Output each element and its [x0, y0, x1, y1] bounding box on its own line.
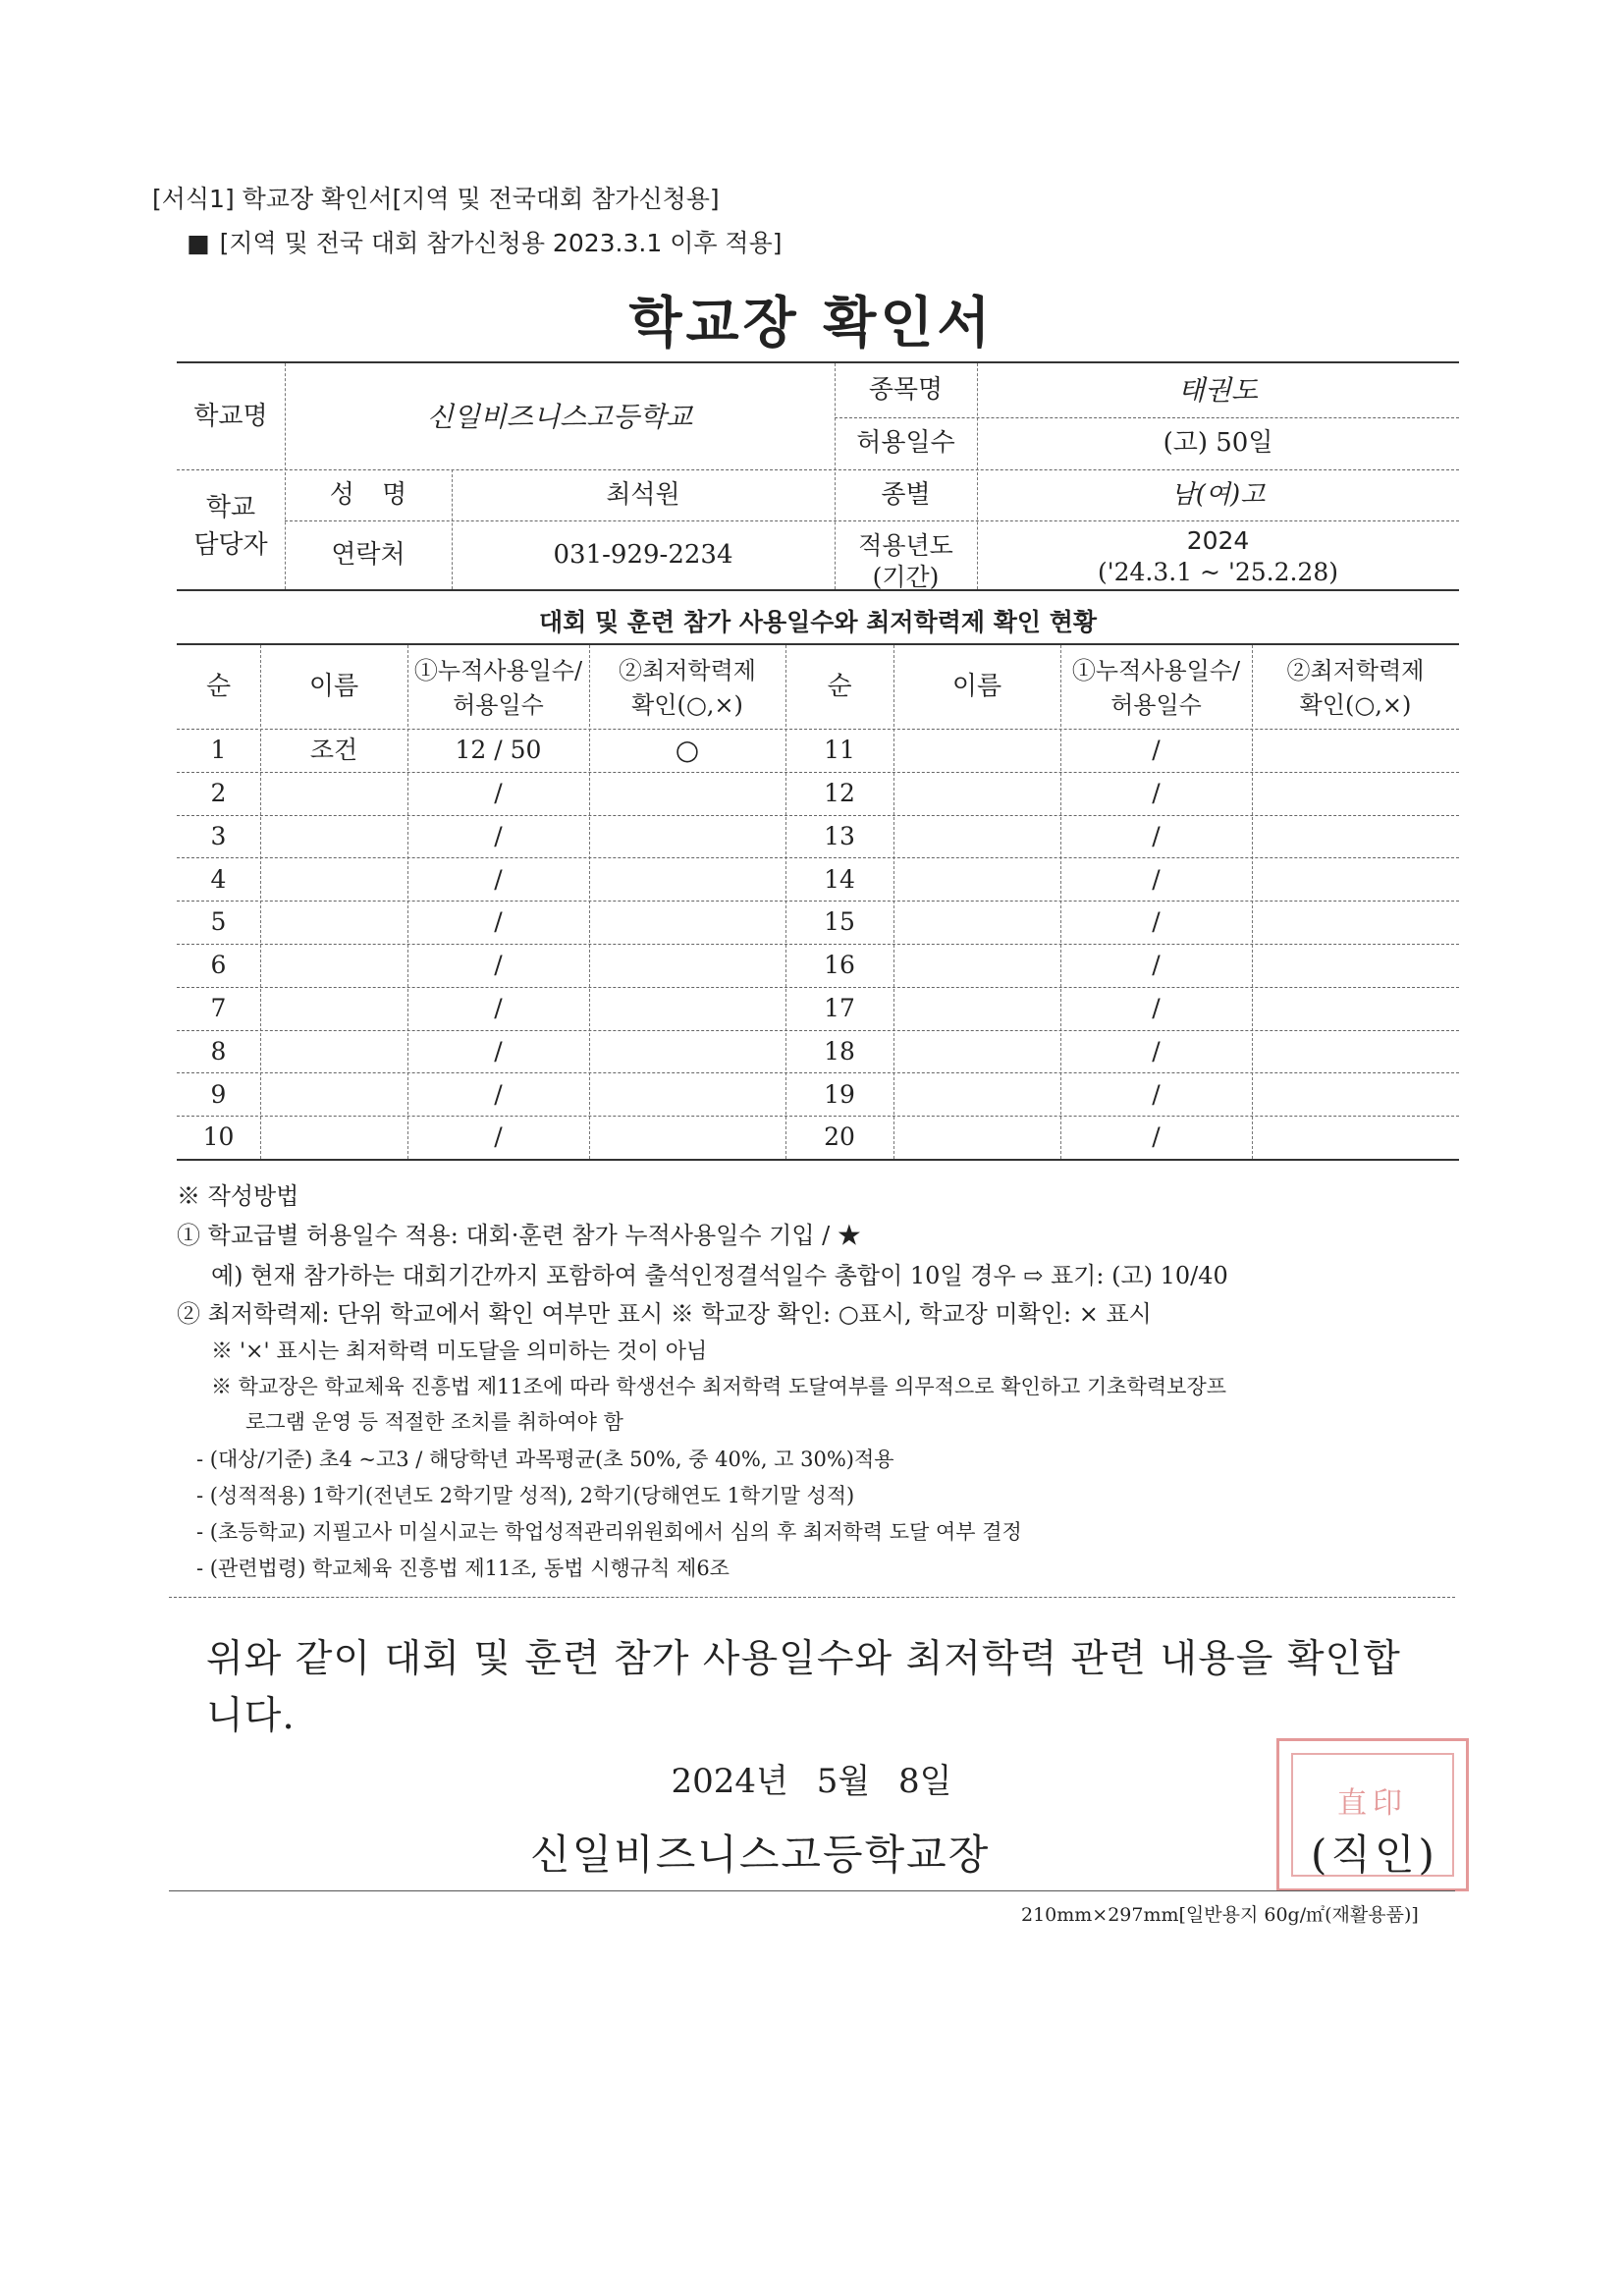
row-days: /	[494, 821, 503, 850]
contact-value: 031-929-2234	[553, 539, 733, 570]
row-check	[1252, 901, 1459, 944]
row-days: /	[1152, 994, 1161, 1023]
square-bullet-icon: ■	[187, 229, 210, 257]
row-check	[1252, 815, 1459, 858]
row-check	[1252, 1116, 1459, 1159]
row-number: 2	[210, 779, 227, 808]
note-item: ※ 학교장은 학교체육 진흥법 제11조에 따라 학생선수 최저학력 도달여부를 의무적으로 확인하고 기초학력보장프	[211, 1375, 1227, 1398]
row-days: /	[494, 864, 503, 894]
note-item: 로그램 운영 등 적절한 조치를 취하여야 함	[245, 1410, 623, 1434]
header-seq-right: 순	[827, 672, 852, 702]
row-name	[260, 857, 407, 901]
event-label: 종목명	[868, 375, 944, 406]
row-days: /	[494, 994, 503, 1023]
row-name	[893, 815, 1060, 858]
row-name	[260, 944, 407, 987]
row-number: 15	[824, 907, 855, 937]
row-days: /	[1152, 907, 1161, 937]
footer-rule	[169, 1890, 1455, 1891]
row-check	[1252, 857, 1459, 901]
row-days: /	[1152, 864, 1161, 894]
info-bottom-border	[177, 589, 1459, 591]
manager-label-1: 학교	[205, 493, 256, 522]
row-number: 4	[210, 864, 227, 894]
row-check	[1252, 1072, 1459, 1116]
subnote-line	[187, 224, 783, 259]
row-days: /	[1152, 736, 1161, 765]
row-check: ○	[675, 734, 700, 767]
note-item: ※ '×' 표시는 최저학력 미도달을 의미하는 것이 아님	[211, 1339, 708, 1364]
usage-table-bottom	[177, 1159, 1459, 1161]
row-name	[260, 987, 407, 1030]
signer-name: 신일비즈니스고등학교장	[530, 1831, 991, 1879]
row-name	[893, 772, 1060, 815]
row-name	[260, 772, 407, 815]
row-check	[589, 944, 785, 987]
row-name	[893, 1116, 1060, 1159]
document-title: 학교장 확인서	[628, 292, 995, 355]
row-number: 9	[210, 1079, 227, 1109]
header-days-left-2: 허용일수	[453, 691, 544, 719]
row-days: /	[494, 1122, 503, 1152]
row-check	[589, 857, 785, 901]
row-check	[589, 815, 785, 858]
row-number: 14	[824, 864, 855, 894]
manager-label-2: 담당자	[193, 530, 268, 560]
row-name	[893, 729, 1060, 772]
row-days: /	[494, 907, 503, 937]
issue-date: 2024년 5월 8일	[671, 1762, 952, 1801]
row-check	[589, 1116, 785, 1159]
days-value: (고) 50일	[1163, 428, 1273, 459]
header-check-left-2: 확인(○,×)	[631, 691, 743, 719]
school-label: 학교명	[193, 401, 268, 431]
confirmation-line-2: 니다.	[206, 1694, 296, 1738]
row-number: 13	[824, 821, 855, 850]
row-number: 18	[824, 1036, 855, 1066]
header-name-right: 이름	[951, 672, 1002, 702]
row-number: 5	[210, 907, 227, 937]
days-label: 허용일수	[856, 428, 955, 459]
row-check	[1252, 729, 1459, 772]
subnote-text: [지역 및 전국 대회 참가신청용 2023.3.1 이후 적용]	[219, 229, 783, 257]
header-name-left: 이름	[308, 672, 359, 702]
header-check-right-2: 확인(○,×)	[1299, 691, 1412, 719]
year-label-2: (기간)	[872, 563, 940, 591]
row-check	[589, 772, 785, 815]
row-days: /	[494, 1036, 503, 1066]
row-check	[589, 1072, 785, 1116]
row-check	[1252, 772, 1459, 815]
row-days: /	[1152, 1122, 1161, 1152]
note-item: - (초등학교) 지필고사 미실시교는 학업성적관리위원회에서 심의 후 최저학력 도달 여부 결정	[196, 1520, 1022, 1544]
row-number: 6	[210, 951, 227, 980]
row-name	[260, 1072, 407, 1116]
header-check-right-1: ②최저학력제	[1286, 657, 1425, 684]
row-number: 1	[210, 736, 227, 765]
period-value: ('24.3.1 ~ '25.2.28)	[1097, 558, 1339, 586]
row-number: 7	[210, 994, 227, 1023]
row-check	[1252, 987, 1459, 1030]
table-section-title: 대회 및 훈련 참가 사용일수와 최저학력제 확인 현황	[538, 608, 1098, 636]
note-item: - (성적적용) 1학기(전년도 2학기말 성적), 2학기(당해연도 1학기말 성적)	[196, 1484, 855, 1507]
row-days: /	[494, 779, 503, 808]
row-number: 20	[824, 1122, 855, 1152]
contact-label: 연락처	[331, 539, 406, 570]
row-check	[1252, 944, 1459, 987]
row-name	[260, 901, 407, 944]
header-days-left-1: ①누적사용일수/	[413, 657, 583, 684]
row-name	[260, 1030, 407, 1073]
note-item: ① 학교급별 허용일수 적용: 대회·훈련 참가 누적사용일수 기입 / ★	[177, 1222, 861, 1249]
row-number: 10	[202, 1122, 235, 1152]
row-days: /	[1152, 951, 1161, 980]
note-item: - (관련법령) 학교체육 진흥법 제11조, 동법 시행규칙 제6조	[196, 1557, 730, 1580]
type-value: 남(여)고	[1170, 479, 1266, 510]
header-seq-left: 순	[205, 672, 232, 702]
header-check-left-1: ②최저학력제	[619, 657, 756, 684]
row-number: 12	[824, 779, 855, 808]
row-days: /	[1152, 779, 1161, 808]
row-days: /	[1152, 1036, 1161, 1066]
row-check	[589, 901, 785, 944]
row-name	[260, 1116, 407, 1159]
row-number: 11	[824, 736, 855, 765]
school-value: 신일비즈니스고등학교	[426, 400, 693, 433]
row-name: 조건	[309, 736, 358, 765]
row-name	[893, 987, 1060, 1030]
row-days: /	[494, 951, 503, 980]
note-item: - (대상/기준) 초4 ~고3 / 해당학년 과목평균(초 50%, 중 40%, 고 30%)적용	[196, 1448, 894, 1471]
row-name	[893, 944, 1060, 987]
row-number: 8	[210, 1036, 227, 1066]
row-days: /	[1152, 1079, 1161, 1109]
row-name	[893, 1030, 1060, 1073]
row-number: 17	[824, 994, 855, 1023]
row-days: /	[494, 1079, 503, 1109]
row-name	[893, 1072, 1060, 1116]
header-days-right-1: ①누적사용일수/	[1071, 657, 1241, 684]
row-check	[1252, 1030, 1459, 1073]
name-value: 최석원	[606, 479, 680, 510]
row-days: 12 / 50	[455, 736, 542, 765]
row-name	[260, 815, 407, 858]
row-days: /	[1152, 821, 1161, 850]
type-label: 종별	[881, 479, 931, 510]
note-item: 예) 현재 참가하는 대회기간까지 포함하여 출석인정결석일수 총합이 10일 경우 ⇨ 표기: (고) 10/40	[211, 1262, 1228, 1289]
event-value: 태권도	[1177, 374, 1259, 407]
header-days-right-2: 허용일수	[1110, 691, 1202, 719]
seal-label: (직인)	[1311, 1831, 1438, 1879]
row-number: 19	[824, 1079, 855, 1109]
row-name	[893, 901, 1060, 944]
note-item: ② 최저학력제: 단위 학교에서 확인 여부만 표시 ※ 학교장 확인: ○표시, 학교장 미확인: × 표시	[177, 1300, 1152, 1328]
name-label: 성 명	[329, 479, 407, 510]
paper-spec: 210mm×297mm[일반용지 60g/㎡(재활용품)]	[1021, 1904, 1419, 1926]
row-check	[589, 1030, 785, 1073]
year-label-1: 적용년도	[858, 531, 953, 560]
row-check	[589, 987, 785, 1030]
notes-divider	[169, 1597, 1455, 1598]
note-heading: ※ 작성방법	[177, 1182, 299, 1210]
confirmation-line-1: 위와 같이 대회 및 훈련 참가 사용일수와 최저학력 관련 내용을 확인합	[206, 1637, 1401, 1681]
form-label: [서식1] 학교장 확인서[지역 및 전국대회 참가신청용]	[152, 185, 720, 213]
row-name	[893, 857, 1060, 901]
year-value: 2024	[1186, 526, 1250, 555]
row-number: 16	[824, 951, 855, 980]
row-number: 3	[210, 821, 227, 850]
seal-text: 直印	[1337, 1786, 1408, 1821]
